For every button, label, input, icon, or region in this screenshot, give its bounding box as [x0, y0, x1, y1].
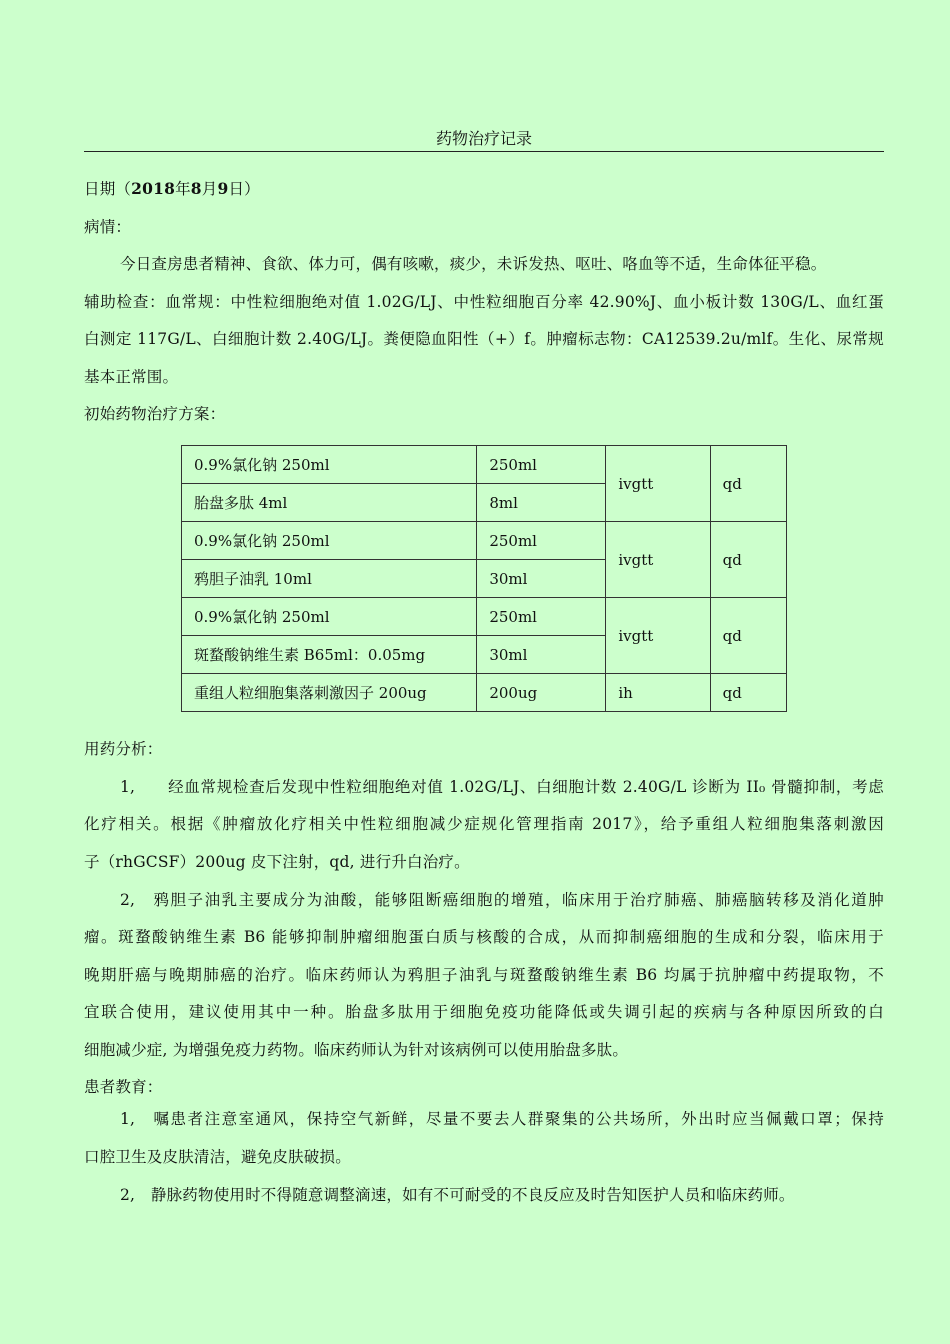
analysis-line: 晚期肝癌与晚期肺癌的治疗。临床药师认为鸦胆子油乳与斑蝥酸钠维生素 B6 均属于抗肿瘤中药提取物，不: [84, 966, 884, 984]
condition-text: 今日查房患者精神、食欲、体力可，偶有咳嗽，痰少，未诉发热、呕吐、咯血等不适，生命体征平稳。: [120, 255, 827, 273]
drug-name-cell: 0.9%氯化钠 250ml: [182, 446, 477, 484]
drug-name-cell: 斑蝥酸钠维生素 B65ml：0.05mg: [182, 636, 477, 674]
date-year-unit: 年: [175, 180, 191, 198]
drug-plan-table: [181, 445, 787, 712]
dose-cell: 8ml: [477, 484, 606, 522]
frequency-cell: qd: [710, 446, 786, 522]
condition-label: 病情：: [84, 218, 132, 236]
analysis-line: 2, 鸦胆子油乳主要成分为油酸，能够阻断癌细胞的增殖，临床用于治疗肺癌、肺癌脑转移及消化道肿: [120, 891, 884, 909]
dose-cell: 250ml: [477, 598, 606, 636]
aux-exam-line: 基本正常围。: [84, 368, 179, 386]
analysis-line: 瘤。斑蝥酸钠维生素 B6 能够抑制肿瘤细胞蛋白质与核酸的合成，从而抑制癌细胞的生成和分裂，临床用于: [84, 928, 884, 946]
date-prefix: 日期（: [84, 180, 132, 198]
frequency-cell: qd: [710, 674, 786, 712]
dose-cell: 30ml: [477, 636, 606, 674]
analysis-line: 子（rhGCSF）200ug 皮下注射，qd, 进行升白治疗。: [84, 853, 470, 871]
education-label: 患者教育：: [84, 1078, 163, 1096]
frequency-cell: qd: [710, 522, 786, 598]
date-day: 9: [217, 179, 229, 198]
dose-cell: 250ml: [477, 522, 606, 560]
date-month: 8: [190, 179, 202, 198]
table-row: [182, 674, 787, 712]
table-row: [182, 522, 787, 560]
table-row: [182, 446, 787, 484]
drug-name-cell: 鸦胆子油乳 10ml: [182, 560, 477, 598]
analysis-line: 宜联合使用，建议使用其中一种。胎盘多肽用于细胞免疫功能降低或失调引起的疾病与各种原因所致的白: [84, 1003, 884, 1021]
drug-name-cell: 0.9%氯化钠 250ml: [182, 598, 477, 636]
record-date: [84, 178, 884, 200]
table-row: [182, 598, 787, 636]
analysis-line: 1, 经血常规检查后发现中性粒细胞绝对值 1.02G/LJ、白细胞计数 2.40G/L 诊断为 II₀ 骨髓抑制，考虑: [120, 778, 884, 796]
analysis-line: 化疗相关。根据《肿瘤放化疗相关中性粒细胞减少症规化管理指南 2017》，给予重组人粒细胞集落刺激因: [84, 815, 884, 833]
route-cell: ih: [606, 674, 710, 712]
date-suffix: 日）: [228, 180, 260, 198]
date-month-unit: 月: [201, 180, 218, 198]
route-cell: ivgtt: [606, 522, 710, 598]
frequency-cell: qd: [710, 598, 786, 674]
title-divider: [84, 151, 884, 152]
dose-cell: 30ml: [477, 560, 606, 598]
document-title: 药物治疗记录: [435, 129, 532, 148]
drug-name-cell: 胎盘多肽 4ml: [182, 484, 477, 522]
aux-exam-line: 辅助检查：血常规：中性粒细胞绝对值 1.02G/LJ、中性粒细胞百分率 42.90%J、血小板计数 130G/L、血红蛋: [84, 293, 884, 311]
education-line: 1, 嘱患者注意室通风，保持空气新鲜，尽量不要去人群聚集的公共场所，外出时应当佩戴口罩；保持: [120, 1110, 884, 1128]
drug-name-cell: 重组人粒细胞集落刺激因子 200ug: [182, 674, 477, 712]
education-line: 2, 静脉药物使用时不得随意调整滴速，如有不可耐受的不良反应及时告知医护人员和临床药师。: [120, 1186, 795, 1204]
dose-cell: 250ml: [477, 446, 606, 484]
drug-name-cell: 0.9%氯化钠 250ml: [182, 522, 477, 560]
analysis-line: 细胞减少症, 为增强免疫力药物。临床药师认为针对该病例可以使用胎盘多肽。: [84, 1041, 629, 1059]
analysis-label: 用药分析：: [84, 740, 163, 758]
plan-label: 初始药物治疗方案：: [84, 405, 226, 423]
aux-exam-line: 白测定 117G/L、白细胞计数 2.40G/LJ。粪便隐血阳性（+）f。肿瘤标志物：CA12539.2u/mlf。生化、尿常规: [84, 330, 884, 348]
date-year: 2018: [131, 179, 176, 198]
dose-cell: 200ug: [477, 674, 606, 712]
route-cell: ivgtt: [606, 598, 710, 674]
route-cell: ivgtt: [606, 446, 710, 522]
education-line: 口腔卫生及皮肤清洁，避免皮肤破损。: [84, 1148, 351, 1166]
